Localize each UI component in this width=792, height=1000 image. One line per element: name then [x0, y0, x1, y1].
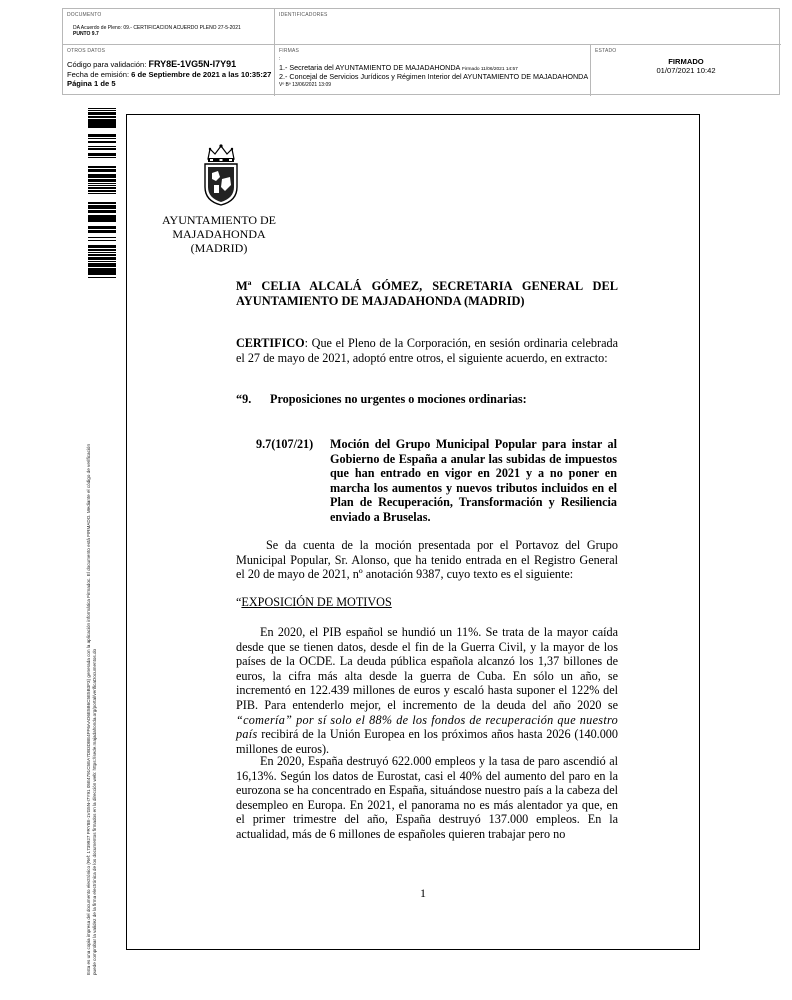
documento-cell: [63, 9, 275, 45]
ayuntamiento-heading: [156, 213, 282, 255]
fecha-prefix: Fecha de emisión:: [67, 70, 132, 79]
mocion-title: Moción del Grupo Municipal Popular para instar al Gobierno de España a anular las subidas de impuestos que han entrado en vigor en 2021 y a no poner en marcha los aumentos y nuevos tributos incluidos en el Plan de Recuperación, Transformación y Resiliencia enviado a Bruselas.: [330, 437, 617, 524]
certifico-label: CERTIFICO: [236, 336, 305, 350]
firma-2-sub: Vº Bº 13/06/2021 13:09: [279, 82, 332, 88]
pagina: Página 1 de 5: [67, 79, 116, 88]
paragraph-pib-b: recibirá de la Unión Europea en los próximos años hasta 2026 (140.000 millones de euros).: [236, 727, 618, 756]
identificadores-cell: [275, 9, 781, 45]
fecha-value: 6 de Septiembre de 2021 a las 10:35:27: [131, 70, 272, 79]
mocion-number: 9.7(107/21): [256, 437, 314, 451]
side-text-line-1: Esta es una copia impresa del documento electrónico (Ref: 1739927 FRY8E-1VG5N-I7Y91 05E4791C5EA7DB3DBE4FF6AAD6E5B6C5E5B3F3) generada con la aplicación informática Firmadoc. El documento está FIRMADO. Mediante el código de verificación: [86, 443, 91, 975]
codigo-validacion: [67, 60, 236, 69]
side-text-line-2: puede comprobar la validez de la firma electrónica de los documentos firmados en la dirección web: https://sede.majadahonda.org/portal/verificaDocumentos.do: [91, 648, 97, 975]
barcode: [88, 108, 116, 278]
document-header: [62, 8, 780, 95]
estado-cell: [591, 45, 781, 96]
paragraph-pib: [236, 625, 618, 756]
certifico-paragraph: [236, 336, 618, 365]
firmas-colon: :: [279, 56, 281, 62]
verification-side-text: [86, 275, 97, 975]
documento-punto: PUNTO 9.7: [73, 31, 99, 37]
page-number: 1: [420, 886, 426, 900]
firmas-cell: [275, 45, 591, 96]
ayuntamiento-line-3: (MADRID): [190, 241, 248, 255]
firma-2: 2.- Concejal de Servicios Jurídicos y Régimen Interior del AYUNTAMIENTO DE MAJADAHONDA: [279, 72, 589, 81]
documento-label: DOCUMENTO: [67, 12, 102, 18]
otros-datos-label: OTROS DATOS: [67, 48, 106, 54]
certifico-text: : Que el Pleno de la Corporación, en sesión ordinaria celebrada el 27 de mayo de 2021, adoptó entre otros, el siguiente acuerdo, en extracto:: [236, 336, 618, 365]
coat-of-arms-icon: [200, 143, 242, 207]
firma-1-date: Firmado 11/06/2021 14:57: [461, 67, 518, 72]
item-9-text: Proposiciones no urgentes o mociones ordinarias:: [270, 392, 527, 406]
item-9-number: “9.: [236, 392, 252, 406]
codigo-prefix: Código para validación:: [67, 60, 149, 69]
paragraph-pib-a: En 2020, el PIB español se hundió un 11%. Se trata de la mayor caída desde que se tienen datos, desde el fin de la Guerra Civil, y la mayor de los países de la OCDE. La deuda pública española alcanzó los 1,37 billones de euros, la cifra más alta desde la guerra de Cuba. En sólo un año, se incrementó en 122.439 millones de euros y escaló hasta suponer el 122% del PIB. Para entenderlo mejor, el incremento de la deuda del año 2020 se: [236, 625, 618, 712]
fecha-emision: [67, 70, 271, 79]
codigo-value: FRY8E-1VG5N-I7Y91: [148, 59, 237, 69]
paragraph-pib-italic: “comería” por sí solo el 88% de los fondos de recuperación que nuestro país: [236, 712, 618, 742]
documento-text: DA Acuerdo de Pleno: 09.- CERTIFICACION ACUERDO PLENO 27-5-2021: [73, 25, 241, 31]
item-9-heading: [236, 392, 618, 407]
paragraph-cuenta: Se da cuenta de la moción presentada por el Portavoz del Grupo Municipal Popular, Sr. Alonso, que ha tenido entrada en el Registro General el 20 de mayo de 2021, nº anotación 9387, cuyo texto es el siguiente:: [236, 538, 618, 582]
ayuntamiento-line-1: AYUNTAMIENTO DE: [161, 213, 277, 227]
estado-label: ESTADO: [595, 48, 617, 54]
exposicion-heading: [236, 595, 618, 610]
firmas-label: FIRMAS: [279, 48, 300, 54]
firma-1-text: 1.- Secretaria del AYUNTAMIENTO DE MAJADAHONDA: [279, 63, 460, 72]
exposicion-title: EXPOSICIÓN DE MOTIVOS: [241, 595, 392, 609]
identificadores-label: IDENTIFICADORES: [279, 12, 328, 18]
ayuntamiento-line-2: MAJADAHONDA: [172, 227, 266, 241]
estado-value: FIRMADO: [668, 57, 704, 66]
secretaria-heading: Mª CELIA ALCALÁ GÓMEZ, SECRETARIA GENERAL DEL AYUNTAMIENTO DE MAJADAHONDA (MADRID): [236, 279, 618, 308]
estado-date: 01/07/2021 10:42: [656, 66, 716, 75]
exposicion-quote: “: [236, 595, 242, 609]
paragraph-empleo: En 2020, España destruyó 622.000 empleos y la tasa de paro ascendió al 16,13%. Según los datos de Eurostat, casi el 40% del aumento del paro en la eurozona se ha concentrado en España, situándose nuestro país a la cabeza del desempleo en Europa. En 2021, el panorama no es más alentador ya que, en el primer trimestre del año, España destruyó 137.000 empleos. En la actualidad, más de 6 millones de españoles quieren trabajar pero no: [236, 754, 618, 841]
otros-datos-cell: [63, 45, 275, 96]
